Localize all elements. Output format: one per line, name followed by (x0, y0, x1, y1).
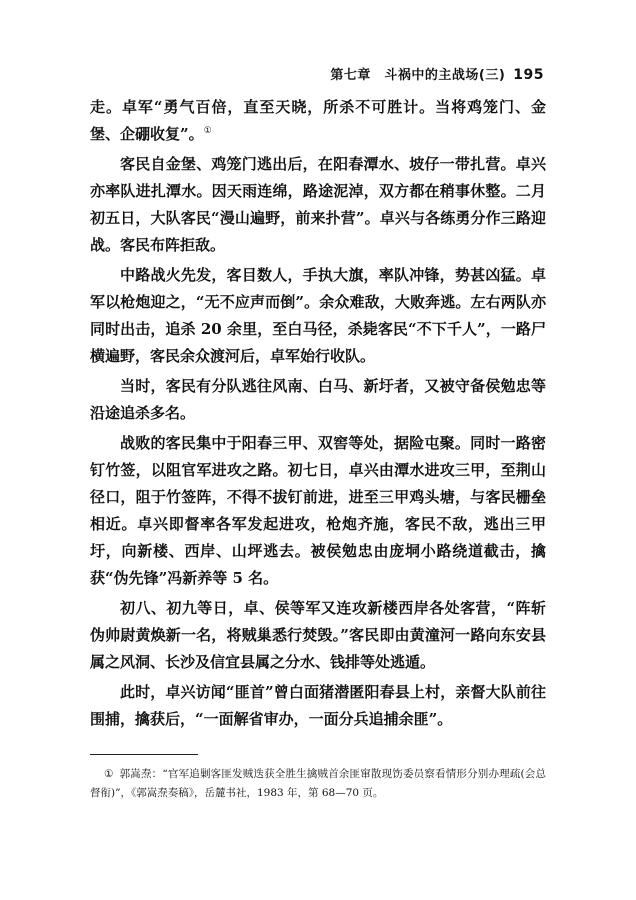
paragraph-7: 此时，卓兴访闻“匪首”曾白面猪潜匿阳春县上村，亲督大队前往围捕，擒获后，“一面解省审办，一面分兵追捕余匪”。 (90, 683, 546, 728)
footnote (90, 765, 546, 803)
paragraph-1-text: 走。卓军“勇气百倍，直至天晓，所杀不可胜计。当将鸡笼门、金堡、企硼收复”。 (90, 98, 546, 143)
running-header (330, 64, 544, 83)
body-text (90, 94, 546, 736)
paragraph-2: 客民自金堡、鸡笼门逃出后，在阳春潭水、坡仔一带扎营。卓兴亦率队进扎潭水。因天雨连绵，路途泥淖，双方都在稍事休整。二月初五日，大队客民“漫山遍野，前来扑营”。卓兴与各练勇分作三路迎战。客民布阵拒敌。 (90, 155, 546, 254)
chapter-title: 第七章 斗祸中的主战场(三) (330, 68, 506, 83)
footnote-reference[interactable]: ① (203, 126, 212, 136)
paragraph-4: 当时，客民有分队逃往风南、白马、新圩者，又被守备侯勉忠等沿途追杀多名。 (90, 377, 546, 422)
footnote-divider (90, 754, 198, 755)
paragraph-6: 初八、初九等日，卓、侯等军又连攻新楼西岸各处客营，“阵斩伪帅尉黄焕新一名，将贼巢悉行焚毁。”客民即由黄潼河一路向东安县属之风洞、长沙及信宜县属之分水、钱排等处逃遁。 (90, 599, 546, 671)
page-number: 195 (513, 67, 544, 83)
footnote-text: 郭嵩焘：“官军追剿客匪发贼迭获全胜生擒贼首余匪窜散现饬委员察看情形分别办理疏(会总督衔)”，《郭嵩焘奏稿》，岳麓书社，1983 年，第 68—70 页。 (90, 768, 546, 799)
paragraph-5: 战败的客民集中于阳春三甲、双窖等处，据险屯聚。同时一路密钉竹签，以阻官军进攻之路。初七日，卓兴由潭水进攻三甲，至荆山径口，阻于竹签阵，不得不拔钉前进，进至三甲鸡头塘，与客民栅垒相近。卓兴即督率各军发起进攻，枪炮齐施，客民不敌，逃出三甲圩，向新楼、西岸、山坪逃去。被侯勉忠由庞垌小路绕道截击，擒获“伪先锋”冯新养等 5 名。 (90, 434, 546, 587)
paragraph-1 (90, 94, 546, 148)
paragraph-3: 中路战火先发，客目数人，手执大旗，率队冲锋，势甚凶猛。卓军以枪炮迎之，“无不应声而倒”。余众难敌，大败奔逃。左右两队亦同时出击，追杀 20 余里，至白马径，杀毙客民“不下千人”，一路尸横遍野，客民余众渡河后，卓军始行收队。 (90, 266, 546, 365)
footnote-mark: ① (104, 768, 114, 780)
